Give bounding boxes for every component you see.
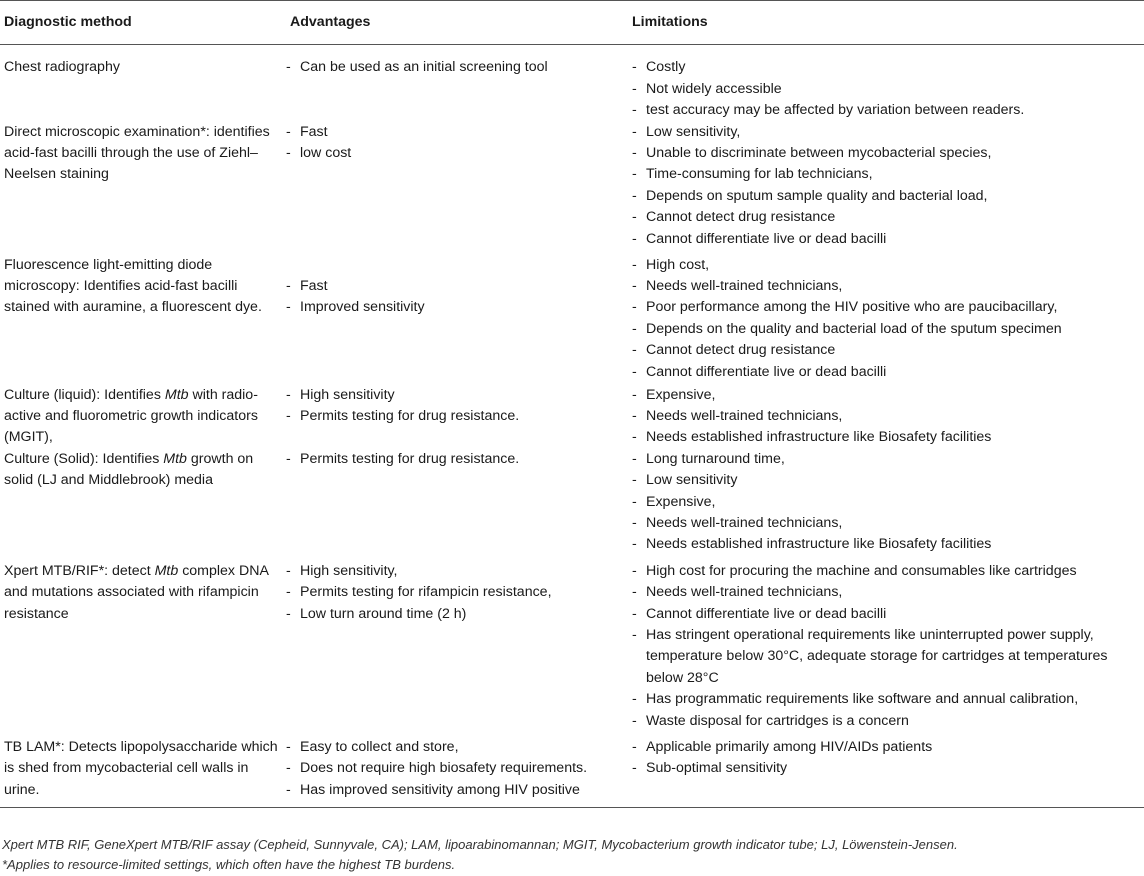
dash-bullet: - [632, 123, 637, 140]
dash-bullet: - [632, 256, 637, 273]
dash-bullet: - [632, 187, 637, 204]
dash-bullet: - [286, 59, 291, 76]
table-row [0, 45, 1144, 122]
advantage-item [286, 297, 628, 318]
dash-bullet: - [632, 493, 637, 510]
limitation-item [632, 297, 1144, 318]
limitation-item [632, 276, 1144, 297]
advantages-cell [286, 385, 628, 449]
limitation-item [632, 319, 1144, 340]
limitation-text: Has programmatic requirements like software and annual calibration, [646, 691, 1079, 708]
footnote-abbreviations: Xpert MTB RIF, GeneXpert MTB/RIF assay (Cepheid, Sunnyvale, CA); LAM, lipoarabinomannan; MGIT, Mycobacterium growth indicator tube; LJ, Löwenstein-Jensen. [2, 837, 958, 852]
limitation-text: Depends on sputum sample quality and bacterial load, [646, 187, 988, 204]
limitation-item [632, 561, 1144, 582]
dash-bullet: - [632, 536, 637, 553]
dash-bullet: - [632, 80, 637, 97]
limitation-item [632, 625, 1144, 689]
limitation-item [632, 57, 1144, 78]
method-text [4, 737, 286, 801]
limitation-text: Cannot differentiate live or dead bacilli [646, 363, 887, 380]
advantage-text: Permits testing for drug resistance. [300, 450, 520, 467]
limitation-text: Cannot differentiate live or dead bacilli [646, 605, 887, 622]
advantage-item [286, 758, 628, 779]
advantage-text: Can be used as an initial screening tool [300, 59, 548, 76]
method-cell [0, 45, 286, 122]
table-row [0, 385, 1144, 449]
method-text-part: growth on solid (LJ and Middlebrook) media [4, 450, 254, 489]
table-row [0, 449, 1144, 561]
advantage-item [286, 780, 628, 801]
advantage-text: low cost [300, 145, 352, 162]
advantage-text: Fast [300, 123, 328, 140]
dash-bullet: - [632, 342, 637, 359]
limitation-text: Needs well-trained technicians, [646, 408, 843, 425]
header-row [0, 1, 1144, 45]
limitation-item [632, 340, 1144, 361]
table-row [0, 122, 1144, 255]
advantage-item [286, 737, 628, 758]
advantage-text: Easy to collect and store, [300, 738, 459, 755]
dash-bullet: - [286, 584, 291, 601]
dash-bullet: - [286, 562, 291, 579]
limitation-item [632, 186, 1144, 207]
limitation-text: Needs well-trained technicians, [646, 278, 843, 295]
limitation-text: High cost, [646, 256, 710, 273]
limitation-text: Needs well-trained technicians, [646, 584, 843, 601]
dash-bullet: - [632, 363, 637, 380]
dash-bullet: - [286, 738, 291, 755]
method-text [4, 449, 286, 492]
dash-bullet: - [632, 627, 637, 644]
limitation-item [632, 100, 1144, 121]
limitation-item [632, 582, 1144, 603]
advantage-item [286, 276, 628, 297]
limitation-text: Long turnaround time, [646, 450, 785, 467]
method-cell [0, 737, 286, 808]
limitation-item [632, 164, 1144, 185]
dash-bullet: - [286, 760, 291, 777]
limitation-text: Depends on the quality and bacterial load of the sputum specimen [646, 320, 1062, 337]
advantage-text: Permits testing for rifampicin resistance, [300, 584, 552, 601]
limitation-item [632, 758, 1144, 779]
header-diagnostic-method: Diagnostic method [0, 1, 286, 45]
dash-bullet: - [632, 166, 637, 183]
table-body [0, 45, 1144, 808]
advantage-item [286, 561, 628, 582]
limitation-item [632, 513, 1144, 534]
limitation-text: Expensive, [646, 493, 716, 510]
method-text-part: Culture (Solid): Identifies [4, 450, 164, 467]
advantages-cell [286, 449, 628, 561]
limitation-text: Low sensitivity, [646, 123, 741, 140]
advantage-item [286, 449, 628, 470]
header-limitations: Limitations [628, 1, 1144, 45]
limitation-text: High cost for procuring the machine and consumables like cartridges [646, 562, 1077, 579]
method-cell [0, 122, 286, 255]
limitations-cell [628, 122, 1144, 255]
limitation-item [632, 406, 1144, 427]
limitation-item [632, 362, 1144, 383]
dash-bullet: - [632, 712, 637, 729]
limitation-item [632, 534, 1144, 555]
limitation-item [632, 122, 1144, 143]
dash-bullet: - [286, 386, 291, 403]
bottom-rule [0, 807, 1144, 808]
limitation-text: Cannot differentiate live or dead bacilli [646, 230, 887, 247]
limitation-text: Poor performance among the HIV positive who are paucibacillary, [646, 299, 1058, 316]
dash-bullet: - [286, 408, 291, 425]
method-cell [0, 561, 286, 737]
dash-bullet: - [286, 450, 291, 467]
dash-bullet: - [632, 278, 637, 295]
dash-bullet: - [632, 59, 637, 76]
limitation-text: Expensive, [646, 386, 716, 403]
limitation-item [632, 79, 1144, 100]
advantage-item [286, 582, 628, 603]
limitations-cell [628, 449, 1144, 561]
limitation-item [632, 207, 1144, 228]
advantage-text: Fast [300, 277, 328, 294]
limitations-cell [628, 737, 1144, 808]
advantage-text: High sensitivity [300, 386, 395, 403]
limitation-text: Time-consuming for lab technicians, [646, 166, 873, 183]
limitation-text: Needs established infrastructure like Biosafety facilities [646, 429, 992, 446]
method-text [4, 385, 286, 449]
method-cell [0, 385, 286, 449]
limitation-item [632, 689, 1144, 710]
method-text-part: Culture (liquid): Identifies [4, 386, 165, 403]
table-row [0, 737, 1144, 808]
dash-bullet: - [632, 450, 637, 467]
advantages-cell [286, 561, 628, 737]
method-text-italic: Mtb [163, 450, 187, 467]
dash-bullet: - [632, 209, 637, 226]
advantages-cell [286, 737, 628, 808]
advantage-item [286, 122, 628, 143]
limitation-item [632, 737, 1144, 758]
table-footnote [2, 835, 1142, 875]
advantages-cell [286, 255, 628, 385]
dash-bullet: - [632, 472, 637, 489]
dash-bullet: - [286, 299, 291, 316]
limitation-text: Unable to discriminate between mycobacterial species, [646, 145, 992, 162]
advantage-text: Low turn around time (2 h) [300, 605, 467, 622]
advantage-text: High sensitivity, [300, 562, 398, 579]
advantage-item [286, 143, 628, 164]
limitation-item [632, 143, 1144, 164]
advantage-text: Improved sensitivity [300, 299, 425, 316]
dash-bullet: - [632, 320, 637, 337]
dash-bullet: - [632, 515, 637, 532]
dash-bullet: - [632, 299, 637, 316]
advantages-cell [286, 122, 628, 255]
footnote-asterisk: *Applies to resource-limited settings, which often have the highest TB burdens. [2, 857, 456, 872]
limitation-text: Needs well-trained technicians, [646, 515, 843, 532]
limitation-item [632, 385, 1144, 406]
advantage-text: Permits testing for drug resistance. [300, 408, 520, 425]
advantage-item [286, 604, 628, 625]
limitation-text: Waste disposal for cartridges is a concern [646, 712, 909, 729]
dash-bullet: - [632, 102, 637, 119]
method-text-part: TB LAM*: Detects lipopolysaccharide which is shed from mycobacterial cell walls in urine. [4, 738, 278, 798]
limitation-item [632, 492, 1144, 513]
table-row [0, 561, 1144, 737]
dash-bullet: - [632, 605, 637, 622]
method-text-part: complex DNA and mutations associated with rifampicin resistance [4, 562, 269, 622]
limitation-text: test accuracy may be affected by variation between readers. [646, 102, 1025, 119]
method-text-part: with radio-active and fluorometric growth indicators (MGIT), [4, 386, 258, 446]
dash-bullet: - [632, 584, 637, 601]
method-text [4, 561, 286, 625]
method-text-part: Xpert MTB/RIF*: detect [4, 562, 155, 579]
limitation-item [632, 255, 1144, 276]
dash-bullet: - [632, 691, 637, 708]
dash-bullet: - [632, 738, 637, 755]
limitation-text: Needs established infrastructure like Biosafety facilities [646, 536, 992, 553]
limitation-text: Cannot detect drug resistance [646, 342, 836, 359]
limitation-item [632, 449, 1144, 470]
header-advantages: Advantages [286, 1, 628, 45]
method-cell [0, 255, 286, 385]
limitation-item [632, 427, 1144, 448]
dash-bullet: - [632, 408, 637, 425]
advantage-text: Has improved sensitivity among HIV positive [300, 781, 580, 798]
limitation-text: Applicable primarily among HIV/AIDs patients [646, 738, 933, 755]
limitation-item [632, 604, 1144, 625]
limitation-text: Sub-optimal sensitivity [646, 760, 788, 777]
limitations-cell [628, 561, 1144, 737]
limitation-text: Not widely accessible [646, 80, 782, 97]
dash-bullet: - [632, 429, 637, 446]
limitation-item [632, 229, 1144, 250]
limitations-cell [628, 385, 1144, 449]
limitation-item [632, 711, 1144, 732]
dash-bullet: - [632, 386, 637, 403]
advantages-cell [286, 45, 628, 122]
table-row [0, 255, 1144, 385]
dash-bullet: - [632, 145, 637, 162]
method-text-part: Fluorescence light-emitting diode microscopy: Identifies acid-fast bacilli stained with auramine, a fluorescent dye. [4, 256, 262, 316]
advantage-item [286, 385, 628, 406]
dash-bullet: - [286, 277, 291, 294]
method-text [4, 255, 286, 319]
limitation-text: Cannot detect drug resistance [646, 209, 836, 226]
limitation-item [632, 470, 1144, 491]
dash-bullet: - [632, 230, 637, 247]
method-text-italic: Mtb [164, 386, 189, 403]
method-text [4, 57, 286, 78]
method-text-part: Chest radiography [4, 59, 120, 76]
limitations-cell [628, 45, 1144, 122]
dash-bullet: - [286, 605, 291, 622]
method-text [4, 122, 286, 186]
method-cell [0, 449, 286, 561]
limitations-cell [628, 255, 1144, 385]
dash-bullet: - [286, 145, 291, 162]
advantage-item [286, 57, 628, 78]
dash-bullet: - [286, 781, 291, 798]
limitation-text: Low sensitivity [646, 472, 738, 489]
dash-bullet: - [286, 123, 291, 140]
advantage-item [286, 406, 628, 427]
limitation-text: Has stringent operational requirements like uninterrupted power supply, temperature below 30°C, adequate storage for cartridges at temperatures below 28°C [646, 627, 1108, 686]
dash-bullet: - [632, 760, 637, 777]
advantage-text: Does not require high biosafety requirements. [300, 760, 588, 777]
dash-bullet: - [632, 562, 637, 579]
limitation-text: Costly [646, 59, 686, 76]
method-text-italic: Mtb [154, 562, 179, 579]
method-text-part: Direct microscopic examination*: identifies acid-fast bacilli through the use of Ziehl–Neelsen staining [4, 123, 270, 183]
